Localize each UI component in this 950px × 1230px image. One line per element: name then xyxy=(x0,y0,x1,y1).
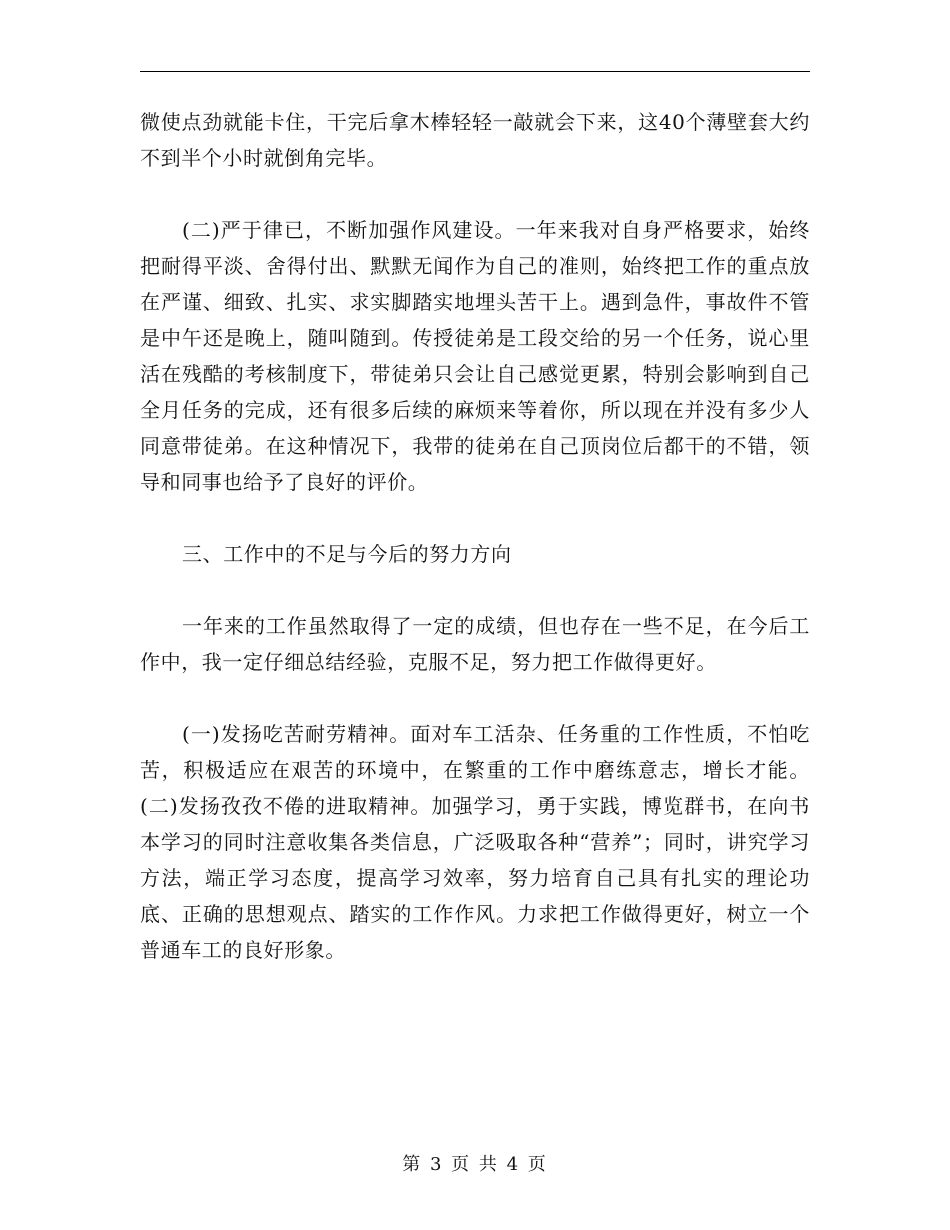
paragraph-continuation: 微使点劲就能卡住，干完后拿木棒轻轻一敲就会下来，这40个薄壁套大约不到半个小时就倒角完毕。 xyxy=(140,110,810,170)
header-rule xyxy=(140,71,810,72)
document-body xyxy=(140,104,810,968)
section-heading-shortcomings: 三、工作中的不足与今后的努力方向 xyxy=(182,542,512,566)
page-footer: 第 3 页 共 4 页 xyxy=(402,1154,548,1175)
paragraph-improvement-plans: (一)发扬吃苦耐劳精神。面对车工活杂、任务重的工作性质，不怕吃苦，积极适应在艰苦的环境中，在繁重的工作中磨练意志，增长才能。 (二)发扬孜孜不倦的进取精神。加强学习，勇于实践，博览群书，在向书本学习的同时注意收集各类信息，广泛吸取各种“营养”；同时，讲究学习方法，端正学习态度，提高学习效率，努力培育自己具有扎实的理论功底、正确的思想观点、踏实的工作作风。力求把工作做得更好，树立一个普通车工的良好形象。 xyxy=(140,722,810,962)
paragraph-summary: 一年来的工作虽然取得了一定的成绩，但也存在一些不足，在今后工作中，我一定仔细总结经验，克服不足，努力把工作做得更好。 xyxy=(140,614,810,674)
paragraph-self-discipline: (二)严于律已，不断加强作风建设。一年来我对自身严格要求，始终把耐得平淡、舍得付出、默默无闻作为自己的准则，始终把工作的重点放在严谨、细致、扎实、求实脚踏实地埋头苦干上。遇到急件，事故件不管是中午还是晚上，随叫随到。传授徒弟是工段交给的另一个任务，说心里活在残酷的考核制度下，带徒弟只会让自己感觉更累，特别会影响到自己全月任务的完成，还有很多后续的麻烦来等着你，所以现在并没有多少人同意带徒弟。在这种情况下，我带的徒弟在自己顶岗位后都干的不错，领导和同事也给予了良好的评价。 xyxy=(140,218,810,494)
